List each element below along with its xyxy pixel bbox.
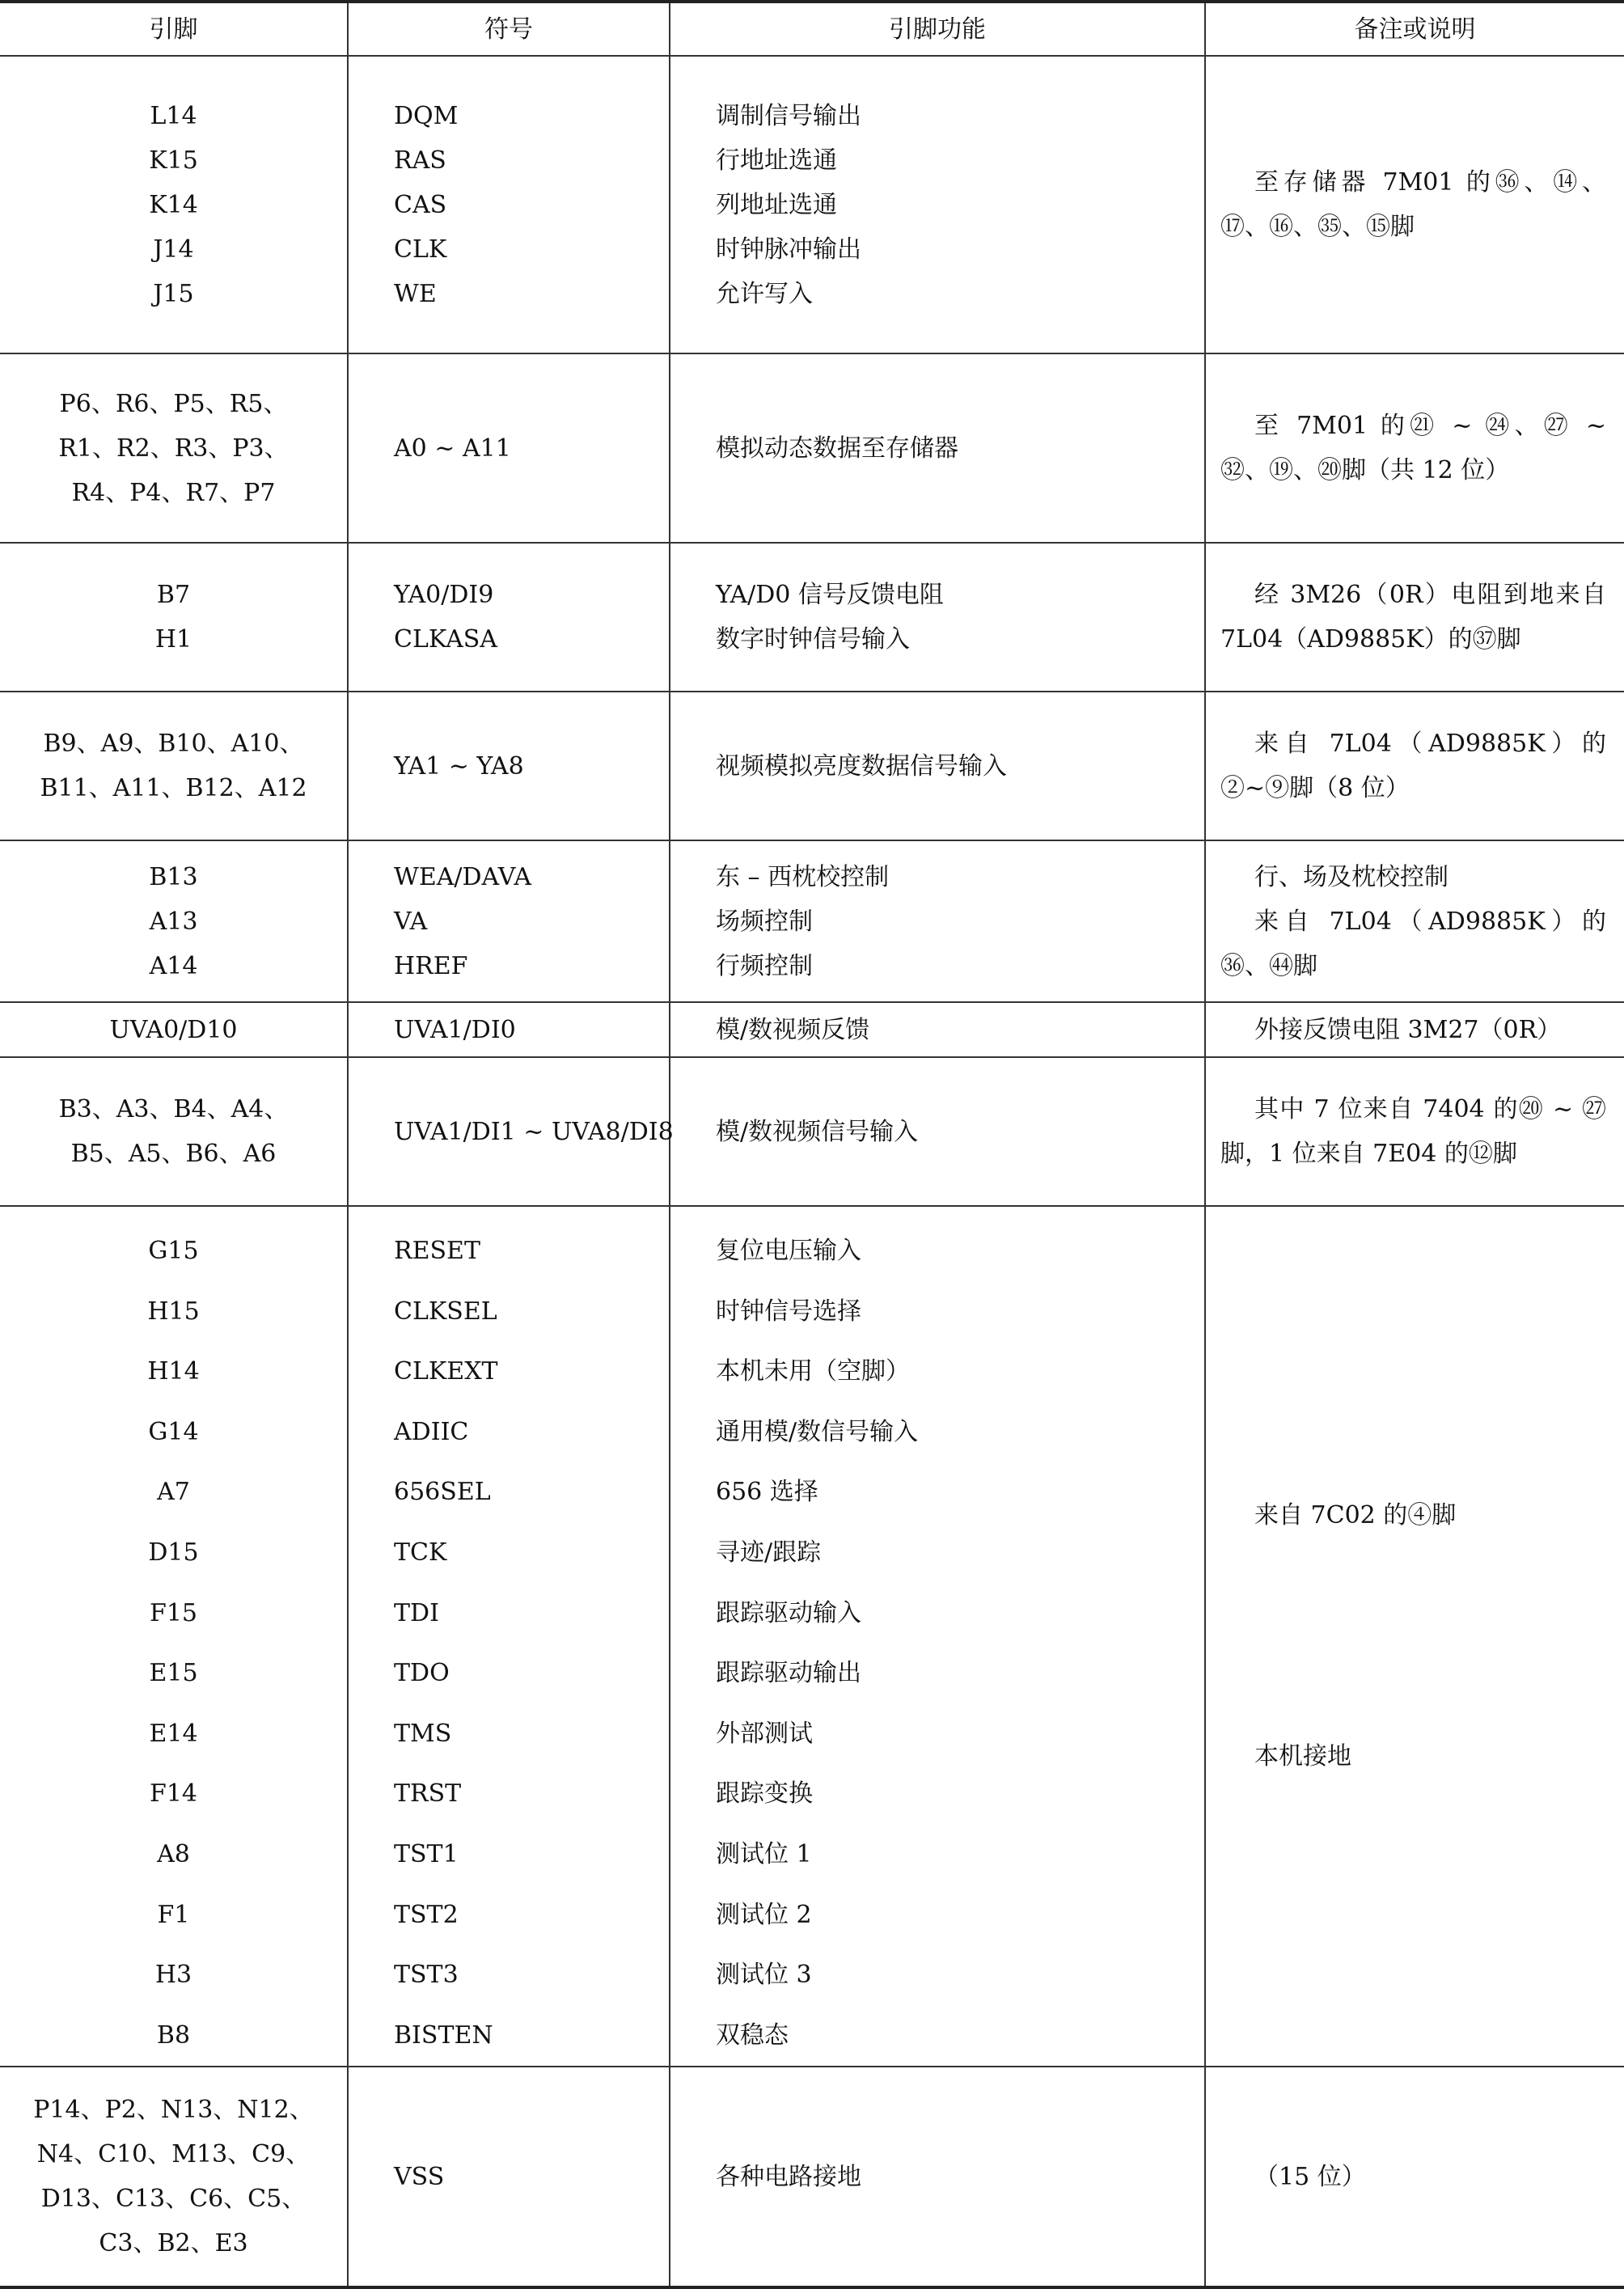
table-row [0,692,1624,840]
pin-label: F15 [150,1598,197,1627]
pin-cell [0,1206,348,2067]
pin-label: J14 [153,235,194,264]
symbol-cell [348,1002,670,1057]
pin-label: A14 [149,951,198,980]
function-cell [670,840,1205,1002]
function-label: 视频模拟亮度数据信号输入 [716,751,1007,781]
pin-label: P6、R6、P5、R5、 [59,389,288,418]
symbol-label: VSS [394,2162,445,2191]
symbol-label: CLKEXT [394,1357,498,1386]
pin-label: J15 [153,279,194,308]
symbol-label: CLKASA [394,625,497,654]
note-text: 外接反馈电阻 3M27（0R） [1254,1015,1562,1044]
function-label: 测试位 3 [716,1961,812,1990]
pin-cell [0,840,348,1002]
symbol-label: VA [394,907,428,936]
symbol-label: CLK [394,235,447,264]
symbol-label: UVA1/DI0 [394,1015,516,1044]
symbol-label: YA0/DI9 [394,581,494,609]
function-label: 时钟脉冲输出 [716,235,861,264]
function-cell [670,1057,1205,1206]
symbol-label: CAS [394,190,447,219]
pin-label: UVA0/D10 [109,1015,238,1044]
pin-label: H3 [154,1961,192,1990]
table-row [0,353,1624,543]
symbol-label: TST2 [394,1900,459,1929]
pin-label: A7 [157,1478,190,1507]
symbol-label: TCK [394,1538,447,1567]
symbol-label: CLKSEL [394,1297,497,1326]
pin-label: E14 [149,1719,198,1748]
symbol-cell [348,543,670,692]
pin-label: B8 [156,2020,191,2050]
pin-cell [0,692,348,840]
function-label: 复位电压输入 [716,1237,861,1265]
function-label: 东 – 西枕校控制 [716,862,890,891]
function-label: 各种电路接地 [716,2162,861,2191]
symbol-cell [348,2067,670,2287]
symbol-label: 656SEL [394,1478,491,1507]
pin-label: N4、C10、M13、C9、 [36,2140,311,2169]
pin-label: F14 [150,1779,197,1809]
symbol-label: A0 ~ A11 [394,434,511,463]
symbol-label: TRST [394,1779,462,1809]
pin-label: A13 [149,907,198,936]
note-cell [1205,840,1624,1002]
header-symbol: 符号 [348,2,670,56]
note-cell [1205,692,1624,840]
table-row [0,2067,1624,2287]
function-cell [670,1002,1205,1057]
symbol-label: HREF [394,951,468,980]
pin-label: B5、A5、B6、A6 [70,1140,277,1168]
note-cell [1205,56,1624,353]
header-row [0,2,1624,56]
note-cell [1205,1002,1624,1057]
pin-label: R1、R2、R3、P3、 [58,434,289,463]
function-label: 跟踪驱动输入 [716,1598,861,1627]
symbol-label: TDO [394,1659,450,1688]
pin-label: H1 [154,625,192,654]
note-text: 至 7M01 的㉑ ~ ㉔、㉗ ~ ㉜、⑲、⑳脚（共 12 位） [1220,412,1606,484]
pin-label: F1 [157,1900,190,1929]
header-note: 备注或说明 [1205,2,1624,56]
pin-label: A8 [157,1839,190,1868]
symbol-label: BISTEN [394,2020,493,2050]
note-text: 行、场及枕校控制 [1254,862,1448,891]
symbol-label: RESET [394,1237,480,1265]
pin-label: B11、A11、B12、A12 [40,774,307,802]
function-cell [670,1206,1205,2067]
function-label: 场频控制 [716,907,813,936]
function-label: 外部测试 [716,1719,813,1748]
symbol-cell [348,56,670,353]
pin-label: P14、P2、N13、N12、 [33,2096,314,2125]
pin-label: B3、A3、B4、A4、 [58,1095,289,1123]
pin-label: L14 [150,101,197,130]
symbol-label: UVA1/DI1 ~ UVA8/DI8 [394,1117,674,1146]
symbol-cell [348,1057,674,1206]
pin-label: H14 [147,1357,200,1386]
pin-cell [0,1002,348,1057]
note-text: 至存储器 7M01 的㊱、⑭、⑰、⑯、㉟、⑮脚 [1220,168,1606,241]
pin-label: D15 [148,1538,199,1567]
symbol-label: DQM [394,101,459,130]
function-label: 通用模/数信号输入 [716,1417,919,1446]
table-row [0,1206,1624,2067]
note-text: 来自 7C02 的④脚 [1254,1500,1457,1530]
pin-label: K14 [149,190,198,219]
function-label: 模/数视频信号输入 [716,1117,919,1146]
symbol-label: TST3 [394,1961,459,1990]
symbol-cell [348,692,670,840]
note-text: 经 3M26（0R）电阻到地来自 7L04（AD9885K）的㊲脚 [1220,581,1606,654]
pin-label: B9、A9、B10、A10、 [43,730,304,758]
note-text: 来自 7L04（AD9885K）的㊱、㊹脚 [1220,907,1606,980]
symbol-label: RAS [394,146,446,175]
function-label: 跟踪驱动输出 [716,1659,861,1688]
note-text: 其中 7 位来自 7404 的⑳ ~ ㉗脚，1 位来自 7E04 的⑫脚 [1220,1095,1606,1168]
function-label: 模拟动态数据至存储器 [716,434,958,463]
note-cell [1205,543,1624,692]
function-label: 测试位 2 [716,1900,812,1929]
pin-label: G15 [148,1237,199,1265]
table-row [0,543,1624,692]
function-label: 模/数视频反馈 [716,1015,870,1044]
pin-cell [0,56,348,353]
table-row [0,1057,1624,1206]
note-text: 来自 7L04（AD9885K）的②~⑨脚（8 位） [1220,730,1606,802]
function-cell [670,692,1205,840]
pin-label: D13、C13、C6、C5、 [40,2185,307,2214]
pin-label: G14 [148,1417,199,1446]
note-cell [1205,1057,1624,1206]
function-label: 双稳态 [716,2020,789,2050]
function-cell [670,56,1205,353]
note-text: 本机接地 [1254,1742,1351,1771]
function-label: 跟踪变换 [716,1779,813,1809]
symbol-cell [348,840,670,1002]
symbol-label: WE [394,279,437,308]
table-row [0,840,1624,1002]
function-label: YA/D0 信号反馈电阻 [716,581,944,609]
pin-label: E15 [149,1659,198,1688]
header-pin: 引脚 [0,2,348,56]
symbol-cell [348,1206,670,2067]
function-label: 行地址选通 [716,146,837,175]
pin-cell [0,353,348,543]
note-cell [1205,353,1624,543]
table-row [0,1002,1624,1057]
function-cell [670,353,1205,543]
function-label: 允许写入 [716,279,813,308]
function-cell [670,543,1205,692]
function-label: 656 选择 [716,1478,818,1507]
symbol-label: TST1 [394,1839,459,1868]
note-cell [1205,1206,1624,2067]
function-label: 寻迹/跟踪 [716,1538,822,1567]
symbol-cell [348,353,670,543]
function-label: 数字时钟信号输入 [716,625,910,654]
function-label: 列地址选通 [716,190,837,219]
function-cell [670,2067,1205,2287]
function-label: 行频控制 [716,951,813,980]
table-row [0,56,1624,353]
pin-label: C3、B2、E3 [99,2229,248,2258]
symbol-label: TMS [394,1719,452,1748]
function-label: 本机未用（空脚） [716,1357,910,1386]
pin-cell [0,1057,348,1206]
pin-label: H15 [147,1297,200,1326]
note-text: （15 位） [1254,2162,1366,2191]
header-function: 引脚功能 [670,2,1205,56]
function-label: 测试位 1 [716,1839,812,1868]
note-cell [1205,2067,1624,2287]
pin-label: B13 [149,862,198,891]
pin-cell [0,2067,348,2287]
symbol-label: YA1 ~ YA8 [394,751,524,781]
symbol-label: ADIIC [394,1417,469,1446]
function-label: 调制信号输出 [716,101,861,130]
symbol-label: WEA/DAVA [394,862,532,891]
pin-label: B7 [156,581,191,609]
pin-cell [0,543,348,692]
function-label: 时钟信号选择 [716,1297,861,1326]
pin-label: R4、P4、R7、P7 [71,478,276,507]
symbol-label: TDI [394,1598,439,1627]
pin-label: K15 [149,146,198,175]
